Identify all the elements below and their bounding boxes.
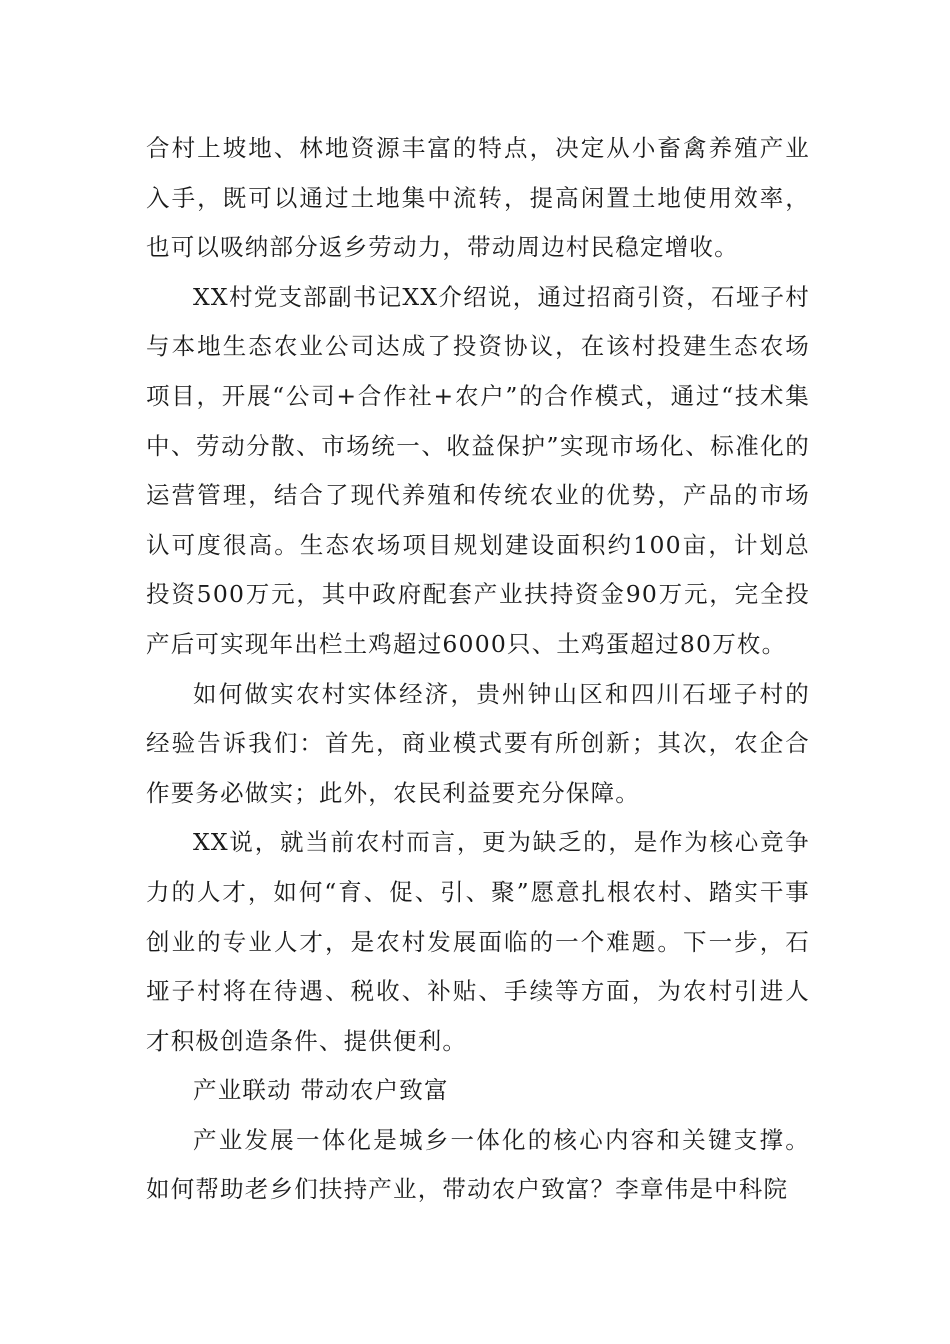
section-heading: 产业联动 带动农户致富 bbox=[193, 1076, 449, 1105]
paragraph-industry-integration: 产业发展一体化是城乡一体化的核心内容和关键支撑。如何帮助老乡们扶持产业，带动农户致富？李章伟是中科院 bbox=[146, 1125, 810, 1204]
paragraph-talent: XX说，就当前农村而言，更为缺乏的，是作为核心竞争力的人才，如何“育、促、引、聚”愿意扎根农村、踏实干事创业的专业人才，是农村发展面临的一个难题。下一步，石垭子村将在待遇、税收、补贴、手续等方面，为农村引进人才积极创造条件、提供便利。 bbox=[146, 828, 810, 1055]
document-body bbox=[146, 124, 810, 1215]
paragraph-ecological-farm: XX村党支部副书记XX介绍说，通过招商引资，石垭子村与本地生态农业公司达成了投资协议，在该村投建生态农场项目，开展“公司+合作社+农户”的合作模式，通过“技术集中、劳动分散、市场统一、收益保护”实现市场化、标准化的运营管理，结合了现代养殖和传统农业的优势，产品的市场认可度很高。生态农场项目规划建设面积约100亩，计划总投资500万元，其中政府配套产业扶持资金90万元，完全投产后可实现年出栏土鸡超过6000只、土鸡蛋超过80万枚。 bbox=[146, 282, 810, 658]
paragraph-rural-economy: 如何做实农村实体经济，贵州钟山区和四川石垭子村的经验告诉我们：首先，商业模式要有所创新；其次，农企合作要务必做实；此外，农民利益要充分保障。 bbox=[146, 679, 810, 807]
paragraph-continuation: 合村上坡地、林地资源丰富的特点，决定从小畜禽养殖产业入手，既可以通过土地集中流转，提高闲置土地使用效率，也可以吸纳部分返乡劳动力，带动周边村民稳定增收。 bbox=[146, 134, 810, 262]
